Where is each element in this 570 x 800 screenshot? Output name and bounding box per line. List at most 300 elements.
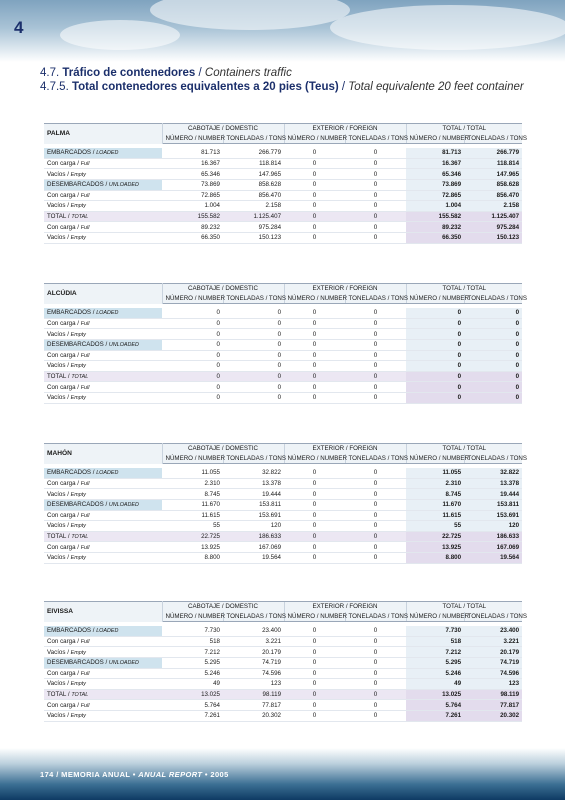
table-cell: 11.670 [406, 499, 464, 510]
table-cell: 0 [223, 329, 284, 340]
table-cell: 0 [223, 382, 284, 393]
table-cell: 155.582 [162, 211, 223, 222]
table-cell: 16.367 [406, 158, 464, 169]
table-cell: 72.865 [406, 190, 464, 201]
table-cell: 0 [345, 521, 406, 532]
foreign-header: EXTERIOR / FOREIGN [284, 284, 406, 294]
table-cell: 0 [284, 489, 345, 500]
table-cell: 0 [345, 710, 406, 721]
table-cell: 2.310 [406, 478, 464, 489]
table-cell: 0 [406, 361, 464, 372]
table-cell: 5.295 [406, 657, 464, 668]
table-cell: 147.965 [464, 169, 522, 180]
table-row [44, 158, 522, 169]
row-label: DESEMBARCADOS / UNLOADED [44, 657, 162, 668]
table-row [44, 626, 522, 636]
table-cell: 0 [284, 308, 345, 318]
table-cell: 0 [284, 521, 345, 532]
table-cell: 8.745 [162, 489, 223, 500]
table-cell: 0 [345, 647, 406, 658]
table-cell: 23.400 [223, 626, 284, 636]
tons-header: TONELADAS / TONS [464, 454, 522, 464]
table-cell: 0 [406, 329, 464, 340]
table-cell: 0 [284, 339, 345, 350]
table-cell: 0 [345, 468, 406, 478]
table-row [44, 211, 522, 222]
table-row [44, 222, 522, 233]
table-cell: 858.628 [464, 179, 522, 190]
subsection-heading: 4.7.5. Total contenedores equivalentes a 20 pies (Teus) / Total equivalente 20 feet container [40, 81, 524, 93]
table-cell: 0 [284, 531, 345, 542]
table-cell: 66.350 [162, 232, 223, 243]
table-cell: 0 [464, 308, 522, 318]
table-row [44, 361, 522, 372]
row-label: TOTAL / TOTAL [44, 531, 162, 542]
row-label: Vacíos / Empty [44, 647, 162, 658]
table-cell: 32.822 [223, 468, 284, 478]
table-cell: 0 [284, 169, 345, 180]
table-cell: 20.179 [223, 647, 284, 658]
table-cell: 0 [284, 329, 345, 340]
table-row [44, 339, 522, 350]
section-heading: 4.7. Tráfico de contenedores / Containers traffic [40, 67, 292, 79]
table-row [44, 499, 522, 510]
table-row [44, 329, 522, 340]
row-label: DESEMBARCADOS / UNLOADED [44, 499, 162, 510]
row-label: TOTAL / TOTAL [44, 371, 162, 382]
tons-header: TONELADAS / TONS [223, 294, 284, 304]
domestic-header: CABOTAJE / DOMESTIC [162, 444, 284, 454]
table-row [44, 350, 522, 361]
row-label: Con carga / Full [44, 510, 162, 521]
domestic-header: CABOTAJE / DOMESTIC [162, 602, 284, 612]
row-label: EMBARCADOS / LOADED [44, 308, 162, 318]
row-label: Con carga / Full [44, 222, 162, 233]
total-header: TOTAL / TOTAL [406, 284, 522, 294]
table-cell: 3.221 [223, 636, 284, 647]
table-cell: 0 [223, 371, 284, 382]
table-row [44, 169, 522, 180]
table-cell: 0 [406, 350, 464, 361]
table-cell: 22.725 [406, 531, 464, 542]
table-cell: 123 [223, 679, 284, 690]
row-label: Con carga / Full [44, 382, 162, 393]
row-label: Vacíos / Empty [44, 361, 162, 372]
table-cell: 0 [284, 636, 345, 647]
table-row [44, 668, 522, 679]
table-cell: 0 [345, 222, 406, 233]
table-cell: 0 [406, 371, 464, 382]
table-cell: 0 [284, 552, 345, 563]
row-label: Con carga / Full [44, 700, 162, 711]
table-row [44, 478, 522, 489]
table-cell: 0 [464, 371, 522, 382]
row-label: Vacíos / Empty [44, 552, 162, 563]
table-cell: 0 [345, 371, 406, 382]
table-cell: 0 [464, 382, 522, 393]
foreign-header: EXTERIOR / FOREIGN [284, 602, 406, 612]
table-cell: 0 [223, 318, 284, 329]
table-cell: 74.596 [464, 668, 522, 679]
table-row [44, 657, 522, 668]
table-row [44, 318, 522, 329]
table-row [44, 542, 522, 553]
table-cell: 120 [464, 521, 522, 532]
table-cell: 0 [406, 392, 464, 403]
row-label: Con carga / Full [44, 668, 162, 679]
port-name: EIVISSA [44, 602, 162, 622]
number-header: NÚMERO / NUMBER [406, 612, 464, 622]
table-cell: 975.284 [464, 222, 522, 233]
table-cell: 13.378 [464, 478, 522, 489]
row-label: Con carga / Full [44, 318, 162, 329]
table-block [44, 601, 528, 722]
table-cell: 73.869 [406, 179, 464, 190]
table-cell: 0 [284, 668, 345, 679]
table-cell: 49 [406, 679, 464, 690]
table-cell: 0 [406, 318, 464, 329]
table-cell: 1.125.407 [223, 211, 284, 222]
table-row [44, 232, 522, 243]
row-label: Con carga / Full [44, 542, 162, 553]
tons-header: TONELADAS / TONS [464, 612, 522, 622]
row-label: Vacíos / Empty [44, 521, 162, 532]
table-cell: 98.119 [464, 689, 522, 700]
table-cell: 0 [284, 222, 345, 233]
table-cell: 0 [406, 308, 464, 318]
table-block [44, 123, 528, 244]
table-cell: 65.346 [406, 169, 464, 180]
table-cell: 0 [345, 339, 406, 350]
table-cell: 0 [345, 689, 406, 700]
table-cell: 7.730 [406, 626, 464, 636]
total-header: TOTAL / TOTAL [406, 124, 522, 134]
tons-header: TONELADAS / TONS [345, 134, 406, 144]
table-cell: 11.670 [162, 499, 223, 510]
table-cell: 0 [464, 339, 522, 350]
number-header: NÚMERO / NUMBER [406, 454, 464, 464]
table-cell: 20.302 [223, 710, 284, 721]
table-cell: 0 [284, 211, 345, 222]
table-cell: 8.800 [406, 552, 464, 563]
tons-header: TONELADAS / TONS [345, 612, 406, 622]
domestic-header: CABOTAJE / DOMESTIC [162, 124, 284, 134]
tons-header: TONELADAS / TONS [464, 134, 522, 144]
table-cell: 22.725 [162, 531, 223, 542]
table-cell: 856.470 [464, 190, 522, 201]
table-cell: 0 [284, 382, 345, 393]
table-cell: 0 [345, 179, 406, 190]
row-label: Vacíos / Empty [44, 679, 162, 690]
table-cell: 81.713 [162, 148, 223, 158]
table-cell: 0 [284, 232, 345, 243]
table-cell: 0 [223, 361, 284, 372]
table-cell: 0 [345, 382, 406, 393]
row-label: DESEMBARCADOS / UNLOADED [44, 179, 162, 190]
table-cell: 73.869 [162, 179, 223, 190]
table-row [44, 190, 522, 201]
table-row [44, 510, 522, 521]
foreign-header: EXTERIOR / FOREIGN [284, 124, 406, 134]
table-cell: 0 [284, 371, 345, 382]
row-label: Vacíos / Empty [44, 489, 162, 500]
table-cell: 120 [223, 521, 284, 532]
table-cell: 153.691 [223, 510, 284, 521]
table-cell: 153.811 [464, 499, 522, 510]
table-cell: 2.158 [464, 201, 522, 212]
table-cell: 0 [284, 190, 345, 201]
table-cell: 266.779 [223, 148, 284, 158]
table-cell: 0 [406, 339, 464, 350]
table-row [44, 647, 522, 658]
table-cell: 975.284 [223, 222, 284, 233]
row-label: Vacíos / Empty [44, 710, 162, 721]
header-row [44, 444, 522, 454]
row-label: Vacíos / Empty [44, 232, 162, 243]
table-cell: 518 [406, 636, 464, 647]
sky-banner [0, 0, 565, 62]
table-cell: 123 [464, 679, 522, 690]
table-cell: 0 [284, 392, 345, 403]
total-header: TOTAL / TOTAL [406, 602, 522, 612]
table-cell: 74.719 [464, 657, 522, 668]
table-cell: 118.814 [223, 158, 284, 169]
row-label: Con carga / Full [44, 636, 162, 647]
table-cell: 32.822 [464, 468, 522, 478]
table-cell: 0 [345, 201, 406, 212]
table-cell: 19.564 [464, 552, 522, 563]
table-cell: 19.444 [223, 489, 284, 500]
table-cell: 0 [162, 318, 223, 329]
table-cell: 11.615 [162, 510, 223, 521]
table-block [44, 283, 528, 404]
table-cell: 0 [284, 361, 345, 372]
port-name: MAHÓN [44, 444, 162, 464]
table-cell: 0 [284, 350, 345, 361]
table-cell: 0 [162, 329, 223, 340]
table-cell: 150.123 [464, 232, 522, 243]
row-label: Con carga / Full [44, 350, 162, 361]
number-header: NÚMERO / NUMBER [284, 612, 345, 622]
table-cell: 0 [345, 361, 406, 372]
table-cell: 5.246 [162, 668, 223, 679]
table-cell: 11.055 [162, 468, 223, 478]
table-cell: 167.069 [223, 542, 284, 553]
table-cell: 518 [162, 636, 223, 647]
table-cell: 1.125.407 [464, 211, 522, 222]
table-cell: 77.817 [223, 700, 284, 711]
row-label: Vacíos / Empty [44, 329, 162, 340]
table-row [44, 521, 522, 532]
table-row [44, 148, 522, 158]
header-row [44, 124, 522, 134]
port-name: ALCÚDIA [44, 284, 162, 304]
row-label: EMBARCADOS / LOADED [44, 468, 162, 478]
table-row [44, 679, 522, 690]
table-cell: 7.212 [406, 647, 464, 658]
table-cell: 55 [162, 521, 223, 532]
table-cell: 5.246 [406, 668, 464, 679]
table-cell: 0 [162, 361, 223, 372]
table-cell: 3.221 [464, 636, 522, 647]
tons-header: TONELADAS / TONS [223, 134, 284, 144]
row-label: Vacíos / Empty [44, 201, 162, 212]
table-row [44, 371, 522, 382]
table-cell: 0 [284, 700, 345, 711]
table-cell: 89.232 [406, 222, 464, 233]
tons-header: TONELADAS / TONS [345, 294, 406, 304]
table-cell: 2.158 [223, 201, 284, 212]
tons-header: TONELADAS / TONS [464, 294, 522, 304]
table-cell: 7.261 [406, 710, 464, 721]
table-cell: 856.470 [223, 190, 284, 201]
table-cell: 0 [345, 542, 406, 553]
table-cell: 0 [345, 552, 406, 563]
table-cell: 0 [345, 169, 406, 180]
table-row [44, 710, 522, 721]
table-row [44, 382, 522, 393]
table-cell: 5.764 [406, 700, 464, 711]
table-cell: 0 [345, 626, 406, 636]
table-cell: 74.596 [223, 668, 284, 679]
row-label: DESEMBARCADOS / UNLOADED [44, 339, 162, 350]
table-cell: 186.633 [464, 531, 522, 542]
table-cell: 1.004 [162, 201, 223, 212]
number-header: NÚMERO / NUMBER [406, 294, 464, 304]
table-cell: 49 [162, 679, 223, 690]
table-cell: 186.633 [223, 531, 284, 542]
total-header: TOTAL / TOTAL [406, 444, 522, 454]
table-cell: 23.400 [464, 626, 522, 636]
table-cell: 0 [162, 308, 223, 318]
table-row [44, 308, 522, 318]
table-cell: 98.119 [223, 689, 284, 700]
table-cell: 0 [345, 318, 406, 329]
table-cell: 0 [223, 350, 284, 361]
table-cell: 118.814 [464, 158, 522, 169]
table-cell: 0 [284, 468, 345, 478]
table-cell: 0 [162, 339, 223, 350]
table-cell: 0 [345, 478, 406, 489]
table-cell: 0 [162, 371, 223, 382]
table-cell: 0 [345, 190, 406, 201]
table-cell: 0 [284, 542, 345, 553]
table-cell: 0 [345, 350, 406, 361]
table-cell: 0 [464, 350, 522, 361]
table-cell: 13.925 [406, 542, 464, 553]
table-cell: 1.004 [406, 201, 464, 212]
table-row [44, 531, 522, 542]
table-cell: 858.628 [223, 179, 284, 190]
table-cell: 5.295 [162, 657, 223, 668]
table-cell: 13.378 [223, 478, 284, 489]
domestic-header: CABOTAJE / DOMESTIC [162, 284, 284, 294]
table-cell: 7.212 [162, 647, 223, 658]
table-cell: 19.564 [223, 552, 284, 563]
table-cell: 0 [284, 148, 345, 158]
table-cell: 0 [162, 392, 223, 403]
table-cell: 8.745 [406, 489, 464, 500]
table-row [44, 552, 522, 563]
foreign-header: EXTERIOR / FOREIGN [284, 444, 406, 454]
table-row [44, 392, 522, 403]
row-label: TOTAL / TOTAL [44, 689, 162, 700]
row-label: EMBARCADOS / LOADED [44, 626, 162, 636]
tons-header: TONELADAS / TONS [223, 454, 284, 464]
number-header: NÚMERO / NUMBER [284, 294, 345, 304]
table-cell: 0 [345, 510, 406, 521]
table-cell: 0 [284, 499, 345, 510]
tons-header: TONELADAS / TONS [345, 454, 406, 464]
table-cell: 0 [345, 489, 406, 500]
table-cell: 0 [223, 392, 284, 403]
table-cell: 0 [464, 329, 522, 340]
table-cell: 0 [284, 679, 345, 690]
table-cell: 77.817 [464, 700, 522, 711]
port-table [44, 443, 528, 564]
table-cell: 0 [345, 148, 406, 158]
header-row [44, 602, 522, 612]
table-cell: 72.865 [162, 190, 223, 201]
table-cell: 7.261 [162, 710, 223, 721]
table-cell: 0 [284, 647, 345, 658]
number-header: NÚMERO / NUMBER [162, 612, 223, 622]
table-cell: 7.730 [162, 626, 223, 636]
table-cell: 2.310 [162, 478, 223, 489]
table-cell: 0 [345, 657, 406, 668]
number-header: NÚMERO / NUMBER [406, 134, 464, 144]
table-row [44, 179, 522, 190]
table-cell: 8.800 [162, 552, 223, 563]
table-cell: 20.179 [464, 647, 522, 658]
table-cell: 5.764 [162, 700, 223, 711]
table-cell: 0 [284, 201, 345, 212]
table-cell: 74.719 [223, 657, 284, 668]
table-cell: 55 [406, 521, 464, 532]
table-cell: 266.779 [464, 148, 522, 158]
table-cell: 13.025 [162, 689, 223, 700]
number-header: NÚMERO / NUMBER [162, 454, 223, 464]
table-cell: 0 [162, 350, 223, 361]
table-cell: 0 [284, 689, 345, 700]
row-label: Con carga / Full [44, 190, 162, 201]
port-table [44, 601, 528, 722]
table-cell: 0 [284, 657, 345, 668]
row-label: Vacíos / Empty [44, 392, 162, 403]
table-cell: 0 [345, 499, 406, 510]
table-block [44, 443, 528, 564]
table-cell: 0 [464, 392, 522, 403]
table-cell: 0 [345, 158, 406, 169]
table-cell: 0 [223, 308, 284, 318]
table-cell: 0 [345, 329, 406, 340]
table-cell: 0 [284, 318, 345, 329]
table-cell: 0 [406, 382, 464, 393]
table-cell: 0 [345, 232, 406, 243]
table-cell: 0 [345, 700, 406, 711]
table-cell: 0 [284, 510, 345, 521]
table-cell: 81.713 [406, 148, 464, 158]
row-label: TOTAL / TOTAL [44, 211, 162, 222]
table-cell: 0 [464, 361, 522, 372]
table-cell: 167.069 [464, 542, 522, 553]
table-row [44, 468, 522, 478]
number-header: NÚMERO / NUMBER [162, 294, 223, 304]
row-label: Con carga / Full [44, 158, 162, 169]
table-row [44, 636, 522, 647]
number-header: NÚMERO / NUMBER [284, 454, 345, 464]
table-cell: 153.811 [223, 499, 284, 510]
